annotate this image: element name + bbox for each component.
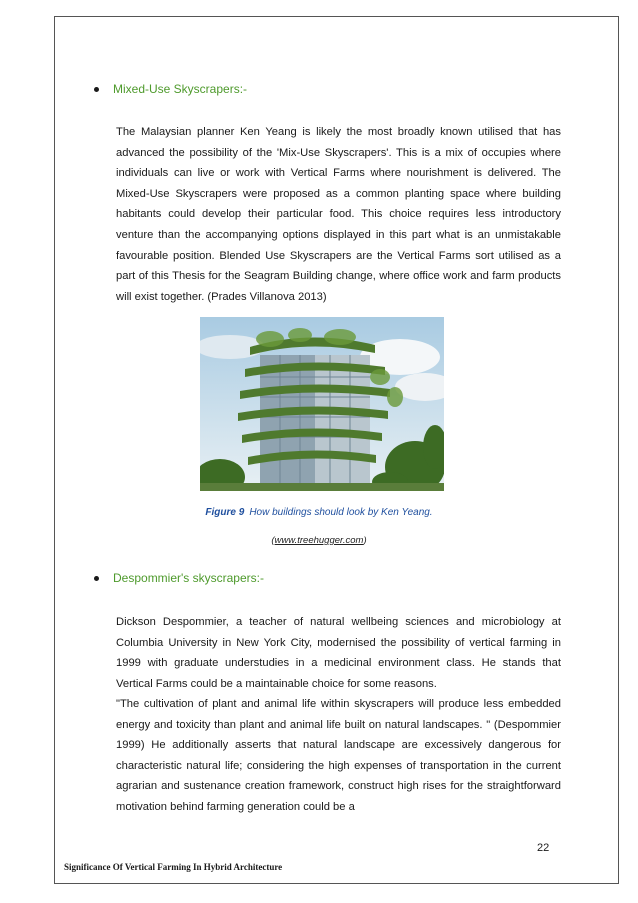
bullet-mixed-use	[94, 82, 247, 96]
figure-image-ken-yeang-building	[200, 317, 444, 491]
bullet-despommier	[94, 571, 264, 585]
section-heading-despommier: Despommier's skyscrapers:-	[113, 571, 264, 585]
paragraph-despommier-2: "The cultivation of plant and animal life within skyscrapers will produce less embedded energy and toxicity than plant and animal life built on natural landscapes. " (Despommier 1999) He additionally asserts that natural landscape are excessively dangerous for characteristic natural life; considering the high expenses of transportation in the current agrarian and sustenance creation framework, construct high rises for the straightforward motivation behind farming generation could be a	[116, 698, 561, 813]
footer-title: Significance Of Vertical Farming In Hybrid Architecture	[64, 862, 283, 872]
paragraph-despommier-1: Dickson Despommier, a teacher of natural wellbeing sciences and microbiology at Columbia University in New York City, modernised the possibility of vertical farming in 1999 with graduate understudies in a medicinal environment class. He stands that Vertical Farms could be a maintainable choice for some reasons.	[116, 616, 561, 690]
section-heading-mixed-use: Mixed-Use Skyscrapers:-	[113, 82, 248, 96]
bullet-icon	[94, 576, 99, 581]
paragraph-mixed-use: The Malaysian planner Ken Yeang is likely the most broadly known utilised that has advanced the possibility of the 'Mix-Use Skyscrapers'. This is a mix of occupies where individuals can live or work with Vertical Farms where nourishment is delivered. The Mixed-Use Skyscrapers were proposed as a common planting space where building habitants could develop their particular food. This choice requires less introductory venture than the accompanying options displayed in this part what is an unmistakable favourable position. Blended Use Skyscrapers are the Vertical Farms sort utilised as a part of this Thesis for the Seagram Building change, where office work and farm products will exist together. (Prades Villanova 2013)	[116, 126, 561, 303]
figure-source	[0, 535, 638, 546]
source-close-paren: )	[363, 535, 367, 546]
bullet-icon	[94, 87, 99, 92]
source-link[interactable]: www.treehugger.com	[274, 535, 364, 546]
page-number: 22	[537, 842, 550, 854]
figure-caption	[0, 507, 638, 518]
figure-label: Figure 9	[205, 507, 245, 518]
source-open-paren: (	[271, 535, 275, 546]
figure-caption-text: How buildings should look by Ken Yeang.	[249, 507, 433, 518]
